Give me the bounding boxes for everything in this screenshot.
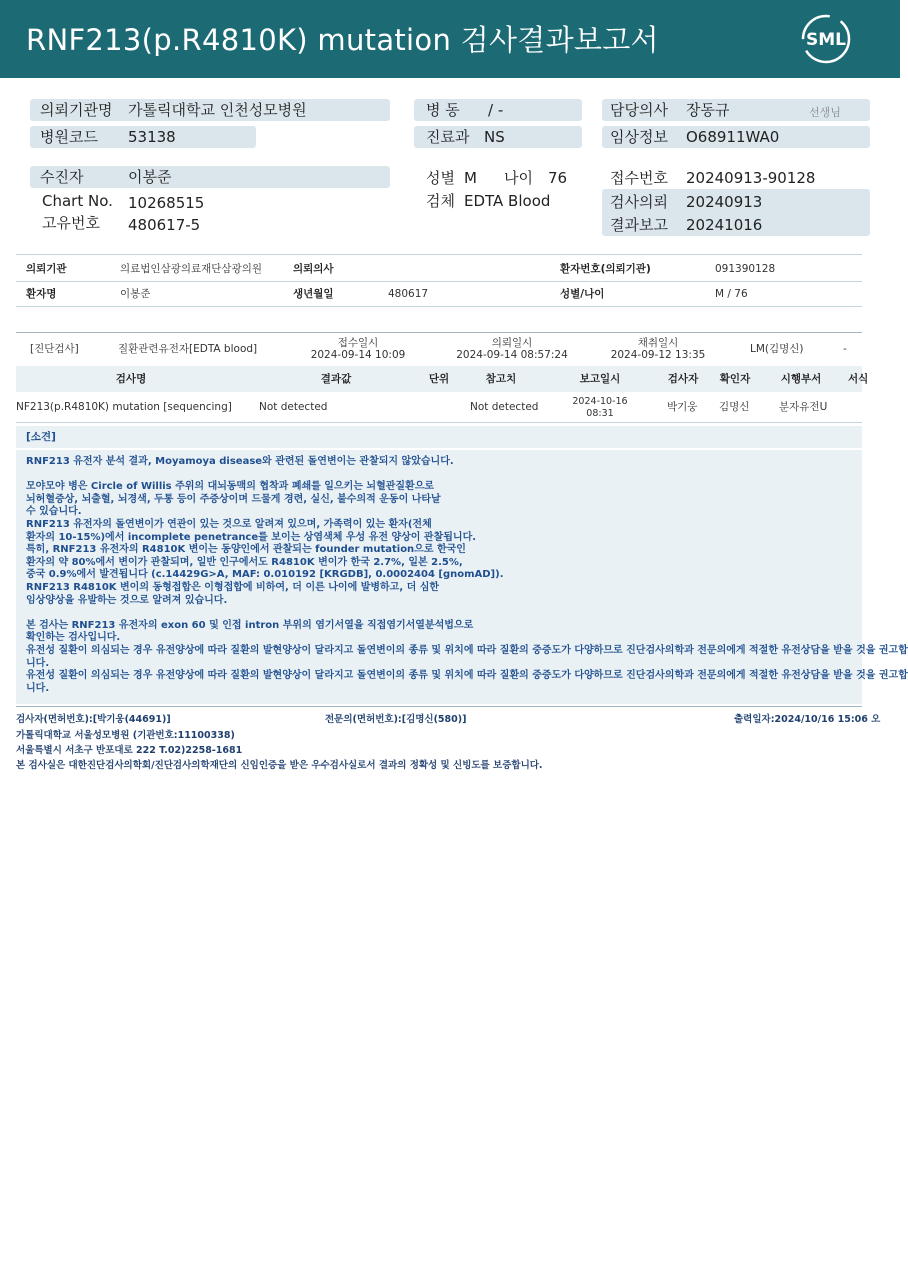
sheet-requested-label: 의뢰일시 [491,337,533,349]
findings-line [26,607,862,620]
findings-line: 모야모야 병은 Circle of Willis 주위의 대뇌동맥의 협착과 폐쇄를 일으키는 뇌혈관질환으로 [26,481,435,493]
sheet-collected-label: 채취일시 [637,337,679,349]
report-value: 20241016 [686,216,763,234]
findings-line: 임상양상을 유발하는 것으로 알려져 있습니다. [26,594,228,606]
hospital-code-label: 병원코드 [40,128,98,146]
findings-line: 유전성 질환이 의심되는 경우 유전양상에 따라 질환의 발현양상이 달라지고 돌연변이의 종류 및 위치에 따라 질환의 중증도가 다양하므로 진단검사의학과 전문의에게 적절한 유전상담을 받을 것을 권고합 [26,670,908,682]
receipt-label: 접수번호 [610,169,668,187]
row-result: Not detected [259,401,328,413]
col-report-date: 보고일시 [579,373,621,385]
col-unit: 단위 [428,373,450,385]
sheet-sexage-label: 성별/나이 [560,288,605,300]
sheet-pname-label: 환자명 [26,288,57,300]
findings-line: RNF213 유전자의 돌연변이가 연관이 있는 것으로 알려져 있으며, 가족력이 있는 환자(전체 [26,518,432,530]
col-reference: 참고치 [485,373,517,385]
report-label: 결과보고 [610,216,668,234]
patient-pill [30,166,390,188]
row-tester: 박기웅 [667,401,698,413]
findings-line: 니다. [26,682,50,694]
sheet-received-value: 2024-09-14 10:09 [310,349,406,361]
sex-label: 성별 [426,169,455,187]
report-title: RNF213(p.R4810K) mutation 검사결과보고서 [26,23,659,57]
sheet-inst-value: 의료법인삼광의료재단삼광의원 [120,263,263,275]
sheet-inst-label: 의뢰기관 [26,263,67,275]
doctor-value: 장동규 [686,101,730,119]
footer-printed: 출력일자:2024/10/16 15:06 오 [734,714,881,725]
findings-line: 확인하는 검사입니다. [26,632,121,644]
patient-label: 수진자 [40,168,84,186]
sheet-category: [진단검사] [30,343,79,355]
sheet-patno-label: 환자번호(의뢰기관) [560,263,651,275]
logo-text: SML [806,30,846,50]
footer-org: 가톨릭대학교 서울성모병원 (기관번호:11100338) [16,730,235,741]
sheet-pname-value: 이봉준 [120,288,151,300]
divider [16,306,862,307]
row-dept: 분자유전U [779,401,828,413]
findings-line: 특히, RNF213 유전자의 R4810K 변이는 동양인에서 관찰되는 founder mutation으로 한국인 [26,544,466,556]
sheet-sexage-value: M / 76 [715,288,748,300]
findings-line: RNF213 R4810K 변이의 동형접합은 이형접합에 비하여, 더 이른 나이에 발병하고, 더 심한 [26,581,440,593]
findings-line [26,469,862,482]
dept-label: 진료과 [426,128,470,146]
row-report-date: 2024-10-16 [572,396,628,407]
sheet-req-doctor-label: 의뢰의사 [293,263,334,275]
findings-line: 환자의 10-15%)에서 incomplete penetrance를 보이는 상염색체 우성 유전 양상이 관찰됩니다. [26,531,477,543]
findings-label: [소견] [26,431,56,443]
chart-label: Chart No. [42,192,113,210]
col-dept: 시행부서 [780,373,822,385]
findings-text [26,456,908,695]
age-value: 76 [548,169,568,187]
ward-value: / - [488,101,504,119]
findings-line: 수 있습니다. [26,506,82,518]
row-reference: Not detected [470,401,539,413]
report-header [0,0,900,78]
col-test-name: 검사명 [115,373,147,385]
divider [16,706,862,707]
findings-line: 뇌허혈증상, 뇌출혈, 뇌경색, 두통 등이 주증상이며 드물게 경련, 실신, 불수의적 운동이 나타날 [26,493,441,505]
findings-line: 니다. [26,657,50,669]
ward-label: 병 동 [426,101,460,119]
chart-value: 10268515 [128,194,205,212]
findings-line: 중국 0.9%에서 발견됩니다 (c.14429G>A, MAF: 0.010192 [KRGDB], 0.0002404 [gnomAD]). [26,569,504,581]
findings-line: 환자의 약 80%에서 변이가 관찰되며, 일반 인구에서도 R4810K 변이가 한국 2.7%, 일본 2.5%, [26,556,463,568]
clinical-value: O68911WA0 [686,128,780,146]
request-value: 20240913 [686,193,763,211]
receipt-value: 20240913-90128 [686,169,816,187]
col-confirmer: 확인자 [719,373,751,385]
sheet-dash: - [843,343,847,355]
findings-line: 본 검사는 RNF213 유전자의 exon 60 및 인접 intron 부위의 염기서열을 직접염기서열분석법으로 [26,619,474,631]
footer-certification: 본 검사실은 대한진단검사의학회/진단검사의학재단의 신임인증을 받은 우수검사실로서 결과의 정확성 및 신빙도를 보증합니다. [16,760,543,771]
row-report-time: 08:31 [586,408,614,419]
request-label: 검사의뢰 [610,193,668,211]
patient-value: 이봉준 [128,168,172,186]
specimen-value: EDTA Blood [464,192,551,210]
divider [16,332,862,333]
sheet-requested-value: 2024-09-14 08:57:24 [456,349,568,361]
hospital-code-value: 53138 [128,128,176,146]
sheet-received-label: 접수일시 [337,337,379,349]
findings-header-band [16,426,862,448]
sheet-collected-value: 2024-09-12 13:35 [610,349,706,361]
unique-label: 고유번호 [42,214,100,232]
sheet-patno-value: 091390128 [715,263,776,275]
doctor-suffix: 선생님 [809,106,841,119]
unique-value: 480617-5 [128,216,201,234]
sheet-dob-label: 생년월일 [293,288,334,300]
specimen-label: 검체 [426,192,455,210]
divider [16,254,862,255]
sheet-dob-value: 480617 [388,288,429,300]
footer-address: 서울특별시 서초구 반포대로 222 T.02)2258-1681 [16,745,243,756]
col-form: 서식 [848,373,869,385]
col-result: 결과값 [320,373,352,385]
result-sheet [16,250,908,771]
sheet-test-group: 질환관련유전자[EDTA blood] [118,343,258,355]
footer-tester: 검사자(면허번호):[박기웅(44691)] [16,714,171,725]
clinical-label: 임상정보 [610,128,668,146]
age-label: 나이 [504,169,533,187]
findings-line: RNF213 유전자 분석 결과, Moyamoya disease와 관련된 돌연변이는 관찰되지 않았습니다. [26,456,454,467]
doctor-label: 담당의사 [610,101,668,119]
sml-logo [800,13,852,65]
col-tester: 검사자 [667,373,699,385]
divider [16,281,862,282]
footer-specialist: 전문의(면허번호):[김명신(580)] [325,714,467,725]
institution-label: 의뢰기관명 [40,101,113,119]
row-confirmer: 김명신 [719,401,750,413]
row-test-name: NF213(p.R4810K) mutation [sequencing] [16,401,232,413]
findings-line: 유전성 질환이 의심되는 경우 유전양상에 따라 질환의 발현양상이 달라지고 돌연변이의 종류 및 위치에 따라 질환의 중증도가 다양하므로 진단검사의학과 전문의에게 적절한 유전상담을 받을 것을 권고합 [26,644,908,656]
sex-value: M [464,169,477,187]
dept-value: NS [484,128,505,146]
divider [16,422,862,423]
sheet-lm: LM(김명신) [750,343,804,355]
institution-value: 가톨릭대학교 인천성모병원 [128,101,307,119]
